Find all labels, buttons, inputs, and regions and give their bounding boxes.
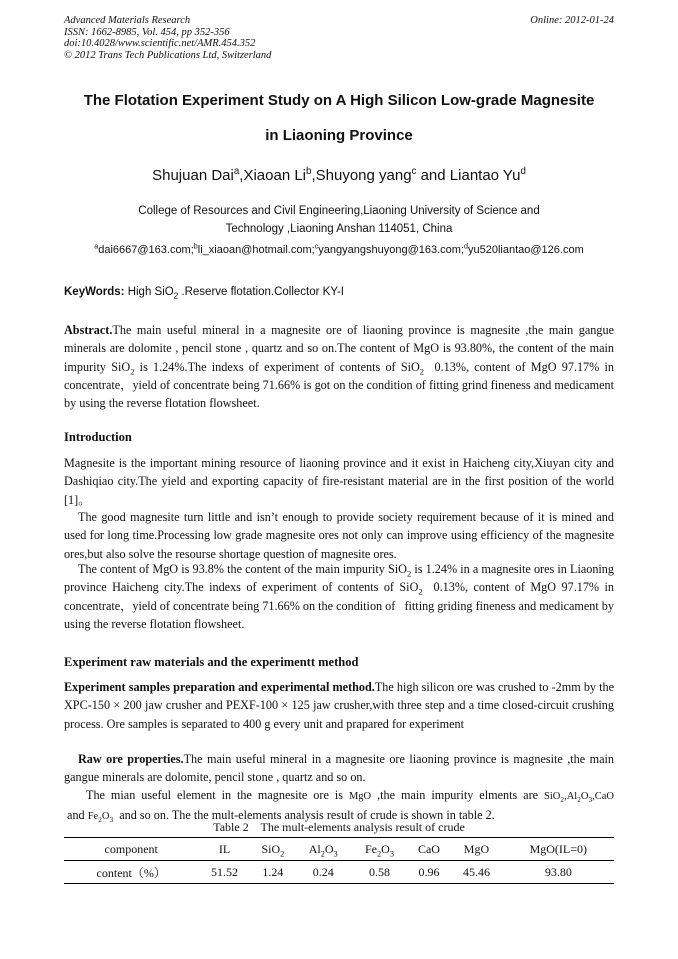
issn: ISSN: 1662-8985, Vol. 454, pp 352-356	[64, 26, 230, 38]
email-link[interactable]: yangyangshuyong@163.com;	[318, 244, 465, 256]
table-header-cell: component	[64, 838, 198, 861]
intro-paragraph-1: Magnesite is the important mining resource of liaoning province and it exist in Haicheng city,Xiuyan city and Dashiqiao city.The yield and exporting capacity of fire-resistant material are in the first position of the world [1]。	[64, 456, 614, 507]
journal-name: Advanced Materials Research	[64, 15, 191, 26]
keywords: KeyWords: High SiO$_2$ .Reserve flotation.Collector KY-I	[64, 286, 344, 301]
table-caption: Table 2 The mult-elements analysis result of crude	[213, 820, 465, 834]
table-cell: 0.58	[351, 861, 407, 884]
abstract-label: Abstract.	[64, 323, 113, 337]
table-cell: 1.24	[251, 861, 295, 884]
table-row-label: content（%）	[64, 861, 198, 884]
table-header-cell: CaO	[408, 838, 451, 861]
online-date: Online: 2012-01-24	[530, 15, 614, 26]
journal-header	[64, 15, 271, 61]
table-cell: 93.80	[503, 861, 614, 884]
table-header-cell: $Al_2O_3$	[295, 838, 351, 861]
author-name: Xiaoan Li	[243, 167, 307, 184]
author-name: Liantao Yu	[449, 167, 521, 184]
experiment-preparation-paragraph: Experiment samples preparation and experimental method.The high silicon ore was crushed to -2mm by the XPC-150 × 200 jaw crusher and PEXF-100 × 125 jaw crusher,with three step and a time closed-circuit crushing process. Ore samples is separated to 400 g every unit and prapared for experiment	[64, 680, 614, 731]
elements-analysis-table	[64, 837, 614, 884]
section-heading-experiment: Experiment raw materials and the experimentt method	[64, 655, 359, 669]
table-header-cell: SiO$_2$	[251, 838, 295, 861]
table-header-cell: IL	[198, 838, 250, 861]
paper-title-line-2: in Liaoning Province	[265, 127, 413, 144]
author-name: Shuyong yang	[315, 167, 412, 184]
author-name: Shujuan Dai	[152, 167, 234, 184]
table-cell: 0.24	[295, 861, 351, 884]
abstract: Abstract.The main useful mineral in a magnesite ore of liaoning province is magnesite ,the main gangue minerals are dolomite , pencil stone , quartz and so on.The content of MgO is 93.80%, the content of the main impurity SiO$_2$ is 1.24%.The indexs of experiment of contents of SiO$_2$ 0.13%, content of MgO 97.17% in concentrate，yield of concentrate being 71.66% is got on the condition of fitting grind fineness and medicament by using the reverse flotation flowsheet.	[64, 323, 618, 411]
author-list: Shujuan Dai$^a$,Xiaoan Li$^b$,Shuyong yang$^c$ and Liantao Yu$^d$	[152, 166, 526, 184]
keywords-label: KeyWords:	[64, 286, 125, 298]
copyright: © 2012 Trans Tech Publications Ltd, Switzerland	[64, 49, 272, 61]
table-header-cell: $Fe_2O_3$	[351, 838, 407, 861]
elements-paragraph: The mian useful element in the magnesite ore is MgO ,the main impurity elments are $SiO_2,Al_2O_3,CaO$ and $Fe_2O_3$ and so on. The the mult-elements analysis result of crude is shown in table 2.	[64, 788, 614, 825]
table-cell: 45.46	[450, 861, 502, 884]
table-cell: 51.52	[198, 861, 250, 884]
table-cell: 0.96	[408, 861, 451, 884]
intro-paragraph-3: The content of MgO is 93.8% the content of the main impurity SiO$_2$ is 1.24% in a magnesite ores in Liaoning province Haicheng city.The indexs of experiment of contents of SiO$_2$ 0.13%, content of MgO 97.17% in concentrate，yield of concentrate being 71.66% on the condition of fitting griding fineness and medicament by using the reverse flotation flowsheet.	[64, 562, 618, 631]
email-link[interactable]: li_xiaoan@hotmail.com;	[197, 244, 315, 256]
raw-ore-properties-paragraph: Raw ore properties.The main useful mineral in a magnesite ore liaoning province is magnesite ,the main gangue minerals are dolomite, pencil stone , quartz and so on.	[64, 752, 614, 785]
intro-paragraph-2: The good magnesite turn little and isn’t enough to provide society requirement because of it is mined and used for long time.Processing low grade magnesite ores not only can improve using efficiency of the magnesite ores,but also solve the resourse shortage question of magnesite ores.	[64, 510, 614, 561]
email-link[interactable]: yu520liantao@126.com	[468, 244, 584, 256]
table-header-cell: MgO	[450, 838, 502, 861]
affiliation: College of Resources and Civil Engineering,Liaoning University of Science and Technology ,Liaoning Anshan 114051, China	[138, 205, 540, 235]
email-list: $^a$dai6667@163.com;$^b$li_xiaoan@hotmail.com;$^c$yangyangshuyong@163.com;$^d$yu520liantao@126.com	[94, 242, 584, 256]
doi: doi:10.4028/www.scientific.net/AMR.454.352	[64, 38, 256, 49]
paper-title-line-1: The Flotation Experiment Study on A High Silicon Low-grade Magnesite	[83, 92, 595, 109]
table-row	[64, 861, 614, 884]
table-header-row	[64, 838, 614, 861]
section-heading-introduction: Introduction	[64, 430, 132, 444]
email-link[interactable]: dai6667@163.com;	[98, 244, 194, 256]
table-header-cell: MgO(IL=0)	[503, 838, 614, 861]
